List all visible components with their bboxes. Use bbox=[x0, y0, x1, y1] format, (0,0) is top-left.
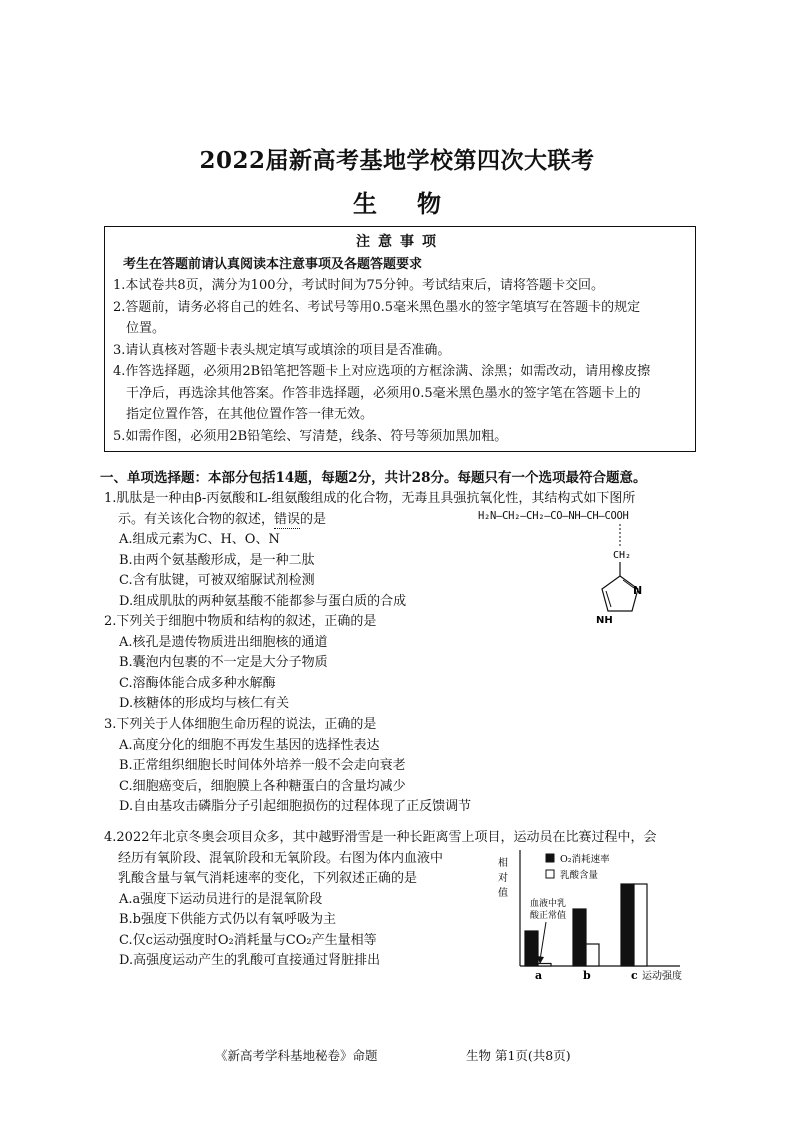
option-a: A.核孔是遗传物质进出细胞核的通道 bbox=[119, 634, 328, 650]
legend bbox=[546, 853, 610, 881]
option-d: D.高强度运动产生的乳酸可直接通过肾脏排出 bbox=[119, 953, 381, 968]
annotation-line: 血液中乳 bbox=[530, 899, 567, 909]
legend-label: 乳酸含量 bbox=[560, 870, 599, 881]
notice-item: 2.答题前，请务必将自己的姓名、考试号等用0.5毫米黑色墨水的签字笔填写在答题卡的规定 位置。 bbox=[113, 299, 641, 336]
notice-item: 3.请认真核对答题卡表头规定填写或填涂的项目是否准确。 bbox=[113, 342, 451, 358]
bar-c-0 bbox=[621, 884, 634, 966]
y-axis-label-char: 相 bbox=[498, 858, 508, 869]
nh-label: NH bbox=[596, 615, 613, 626]
question-stem: 乳酸含量与氧气消耗速率的变化，下列叙述正确的是 bbox=[118, 871, 418, 886]
legend-label: O₂消耗速率 bbox=[560, 854, 610, 865]
option-b: B.正常组织细胞长时间体外培养一般不会走向衰老 bbox=[119, 758, 406, 773]
bar-b-1 bbox=[586, 944, 599, 966]
bar-b-0 bbox=[573, 909, 586, 966]
x-tick-label: b bbox=[583, 969, 591, 982]
footer-right: 生物 第1页(共8页) bbox=[466, 1048, 571, 1063]
option-c: C.含有肽键，可被双缩脲试剂检测 bbox=[119, 573, 315, 588]
n-label: N bbox=[633, 584, 643, 597]
emphasis-wrong: 错误 bbox=[274, 511, 301, 527]
option-c: C.溶酶体能合成多种水解酶 bbox=[119, 675, 276, 691]
question-3 bbox=[104, 715, 704, 818]
y-axis-label-char: 值 bbox=[498, 888, 508, 899]
option-c: C.仅c运动强度时O₂消耗量与CO₂产生量相等 bbox=[119, 932, 377, 948]
x-tick-label: a bbox=[535, 969, 543, 982]
legend-swatch bbox=[546, 870, 554, 878]
y-axis-label-char: 对 bbox=[498, 873, 508, 884]
legend-swatch bbox=[546, 854, 554, 862]
x-axis-label: 运动强度 bbox=[642, 971, 682, 982]
question-stem: 2.下列关于细胞中物质和结构的叙述，正确的是 bbox=[104, 614, 377, 629]
notice-item: 4.作答选择题，必须用2B铅笔把答题卡上对应选项的方框涂满、涂黑；如需改动，请用橡皮擦 干净后，再选涂其他答案。作答非选择题，必须用0.5毫米黑色墨水的签字笔在答题卡上的 指定位置作答，在其他位置作答一律无效。 bbox=[113, 364, 651, 422]
option-c: C.细胞癌变后，细胞膜上各种糖蛋白的含量均减少 bbox=[119, 778, 406, 794]
question-stem: 示。有关该化合物的叙述，错误的是 bbox=[118, 511, 327, 527]
question-stem: 3.下列关于人体细胞生命历程的说法，正确的是 bbox=[104, 717, 377, 732]
option-d: D.核糖体的形成均与核仁有关 bbox=[119, 696, 290, 711]
y-axis-label bbox=[498, 856, 508, 899]
bars bbox=[525, 884, 647, 966]
bar-a-1 bbox=[538, 964, 551, 967]
notice-item: 1.本试卷共8页，满分为100分，考试时间为75分钟。考试结束后，请将答题卡交回。 bbox=[113, 278, 605, 293]
option-b: B.囊泡内包裹的不一定是大分子物质 bbox=[119, 655, 328, 670]
x-tick-label: c bbox=[631, 969, 638, 982]
lactate-o2-chart bbox=[488, 848, 698, 986]
option-a: A.高度分化的细胞不再发生基因的选择性表达 bbox=[119, 737, 380, 753]
x-tick-labels bbox=[535, 969, 638, 982]
option-b: B.b强度下供能方式仍以有氧呼吸为主 bbox=[119, 912, 337, 927]
annotation-line: 酸正常值 bbox=[530, 911, 567, 921]
annotation-arrow bbox=[540, 922, 546, 960]
option-b: B.由两个氨基酸形成，是一种二肽 bbox=[119, 552, 315, 568]
notice-subtitle: 考生在答题前请认真阅读本注意事项及各题答题要求 bbox=[123, 256, 423, 272]
bar-a-0 bbox=[525, 931, 538, 966]
notice-box bbox=[104, 226, 696, 452]
ch2-label: CH₂ bbox=[613, 550, 632, 561]
question-stem: 4.2022年北京冬奥会项目众多，其中越野滑雪是一种长距离雪上项目，运动员在比赛过程中，会 bbox=[104, 830, 657, 845]
option-d: D.组成肌肽的两种氨基酸不能都参与蛋白质的合成 bbox=[119, 593, 407, 609]
subject-title: 生物 bbox=[353, 189, 481, 218]
bar-c-1 bbox=[634, 884, 647, 966]
option-a: A.组成元素为C、H、O、N bbox=[119, 532, 280, 547]
option-d: D.自由基攻击磷脂分子引起细胞损伤的过程体现了正反馈调节 bbox=[119, 799, 472, 814]
notice-title: 注意事项 bbox=[356, 234, 444, 250]
question-2 bbox=[104, 612, 704, 715]
footer-left: 《新高考学科基地秘卷》命题 bbox=[215, 1048, 378, 1063]
option-a: A.a强度下运动员进行的是混氧阶段 bbox=[119, 891, 323, 907]
carnosine-formula: H₂N—CH₂—CH₂—CO—NH—CH—COOH bbox=[478, 510, 629, 522]
section-heading: 一、单项选择题：本部分包括14题，每题2分，共计28分。每题只有一个选项最符合题意。 bbox=[100, 470, 647, 486]
exam-title: 2022届新高考基地学校第四次大联考 bbox=[199, 147, 595, 174]
question-stem: 经历有氧阶段、混氧阶段和无氧阶段。右图为体内血液中 bbox=[118, 850, 444, 866]
notice-item: 5.如需作图，必须用2B铅笔绘、写清楚，线条、符号等须加黑加粗。 bbox=[113, 428, 508, 444]
question-stem: 1.肌肽是一种由β-丙氨酸和L-组氨酸组成的化合物，无毒且具强抗氧化性，其结构式如下图所 bbox=[104, 491, 636, 506]
